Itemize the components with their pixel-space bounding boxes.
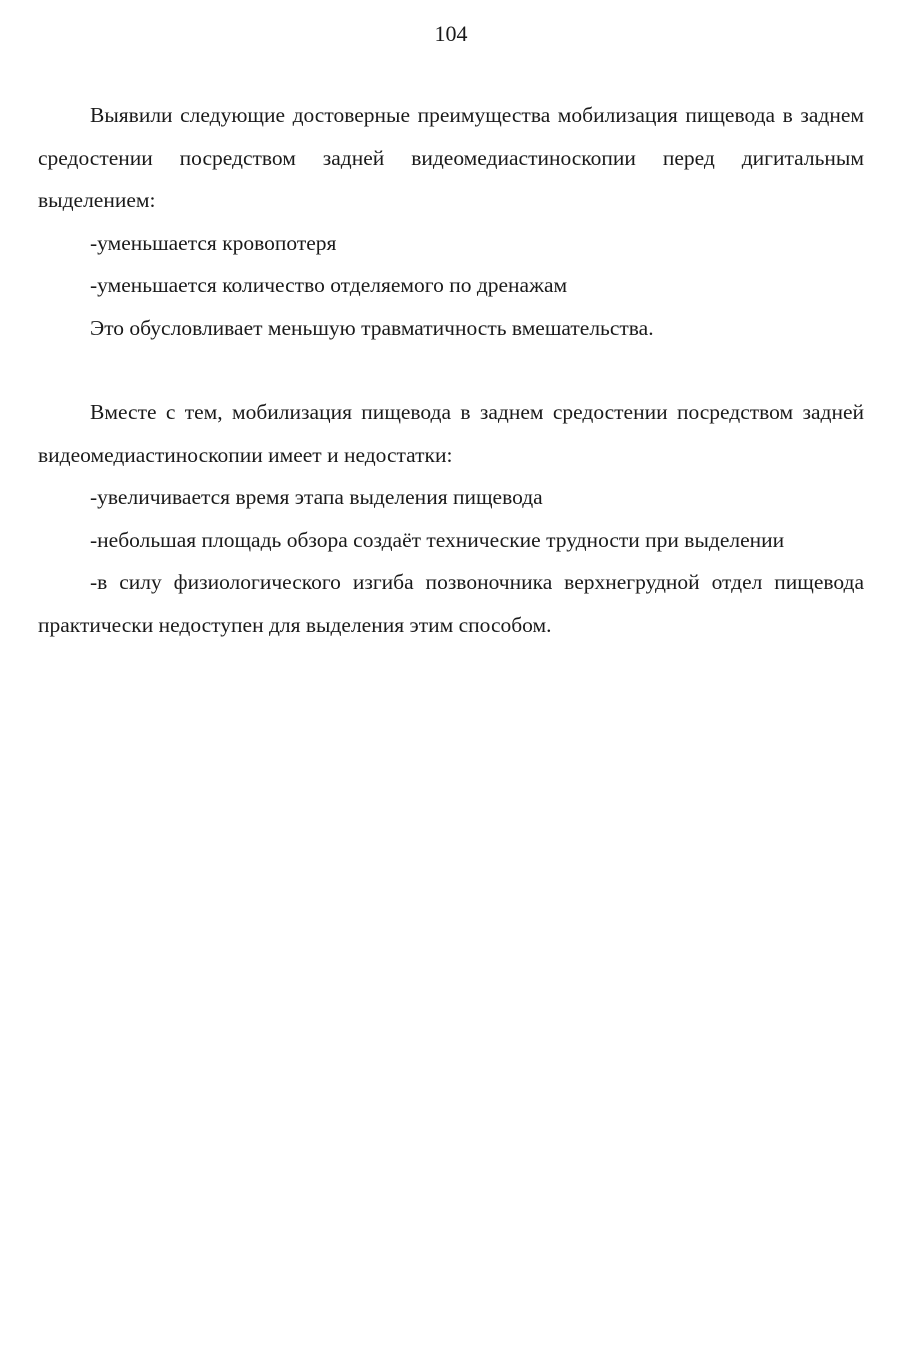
advantage-item-blood-loss: -уменьшается кровопотеря: [90, 230, 337, 255]
page-content: [38, 94, 864, 646]
disadvantages-intro-paragraph: Вместе с тем, мобилизация пищевода в заднем средостении посредством задней видеомедиастиноскопии имеет и недостатки:: [38, 400, 864, 467]
page-number: 104: [434, 21, 468, 46]
disadvantage-item-spine-curve: -в силу физиологического изгиба позвоночника верхнегрудной отдел пищевода практически недоступен для выделения этим способом.: [38, 570, 864, 637]
advantages-intro-paragraph: Выявили следующие достоверные преимущества мобилизация пищевода в заднем средостении посредством задней видеомедиастиноскопии перед дигитальным выделением:: [38, 103, 864, 212]
advantages-conclusion: Это обусловливает меньшую травматичность вмешательства.: [90, 315, 654, 340]
paragraph-gap: [38, 349, 864, 391]
disadvantage-item-time: -увеличивается время этапа выделения пищевода: [90, 485, 543, 509]
disadvantage-item-view-area: -небольшая площадь обзора создаёт технические трудности при выделении: [90, 527, 785, 552]
advantage-item-drainage: -уменьшается количество отделяемого по дренажам: [90, 273, 568, 297]
